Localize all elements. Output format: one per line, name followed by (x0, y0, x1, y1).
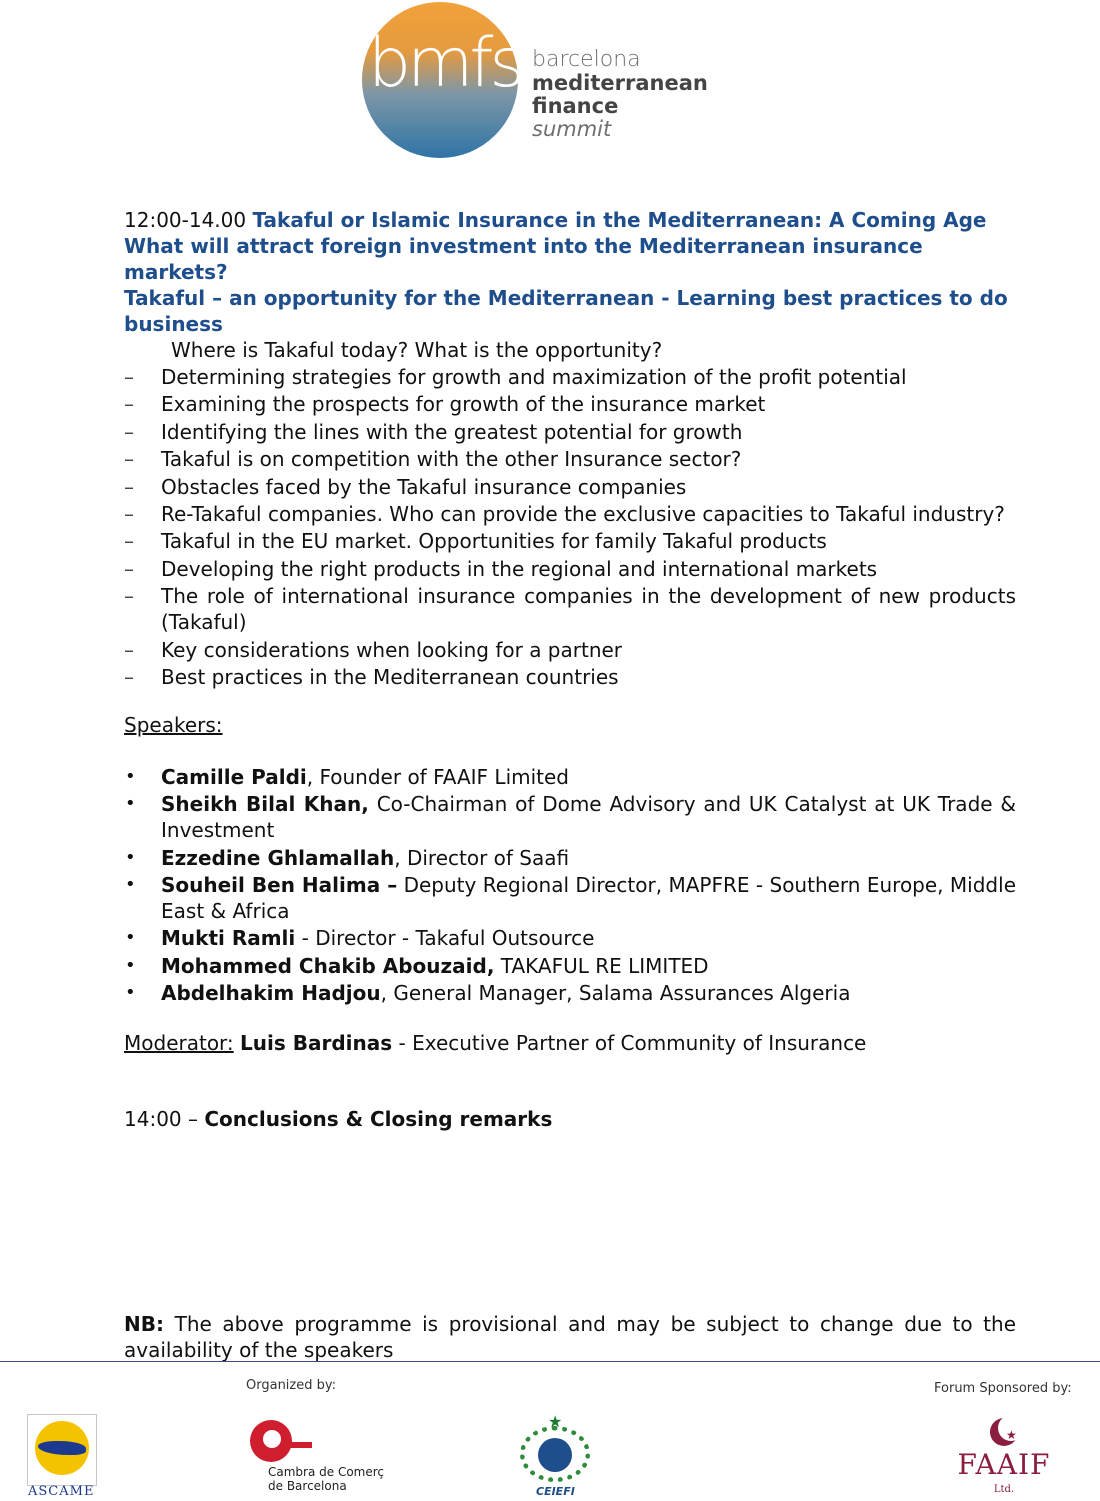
faaif-ltd: Ltd. (993, 1484, 1015, 1495)
topic-text: Re-Takaful companies. Who can provide the exclusive capacities to Takaful industry? (161, 501, 1005, 526)
moderator-label: Moderator: (124, 1031, 234, 1056)
dash-icon: – (124, 556, 134, 581)
moderator-role: - Executive Partner of Community of Insurance (392, 1031, 867, 1056)
session-subtitle: Takaful – an opportunity for the Mediterranean - Learning best practices to do business (124, 286, 1008, 336)
speaker-role: TAKAFUL RE LIMITED (494, 953, 709, 978)
bullet-icon: • (125, 982, 136, 1004)
list-item (124, 845, 1016, 871)
list-item (124, 583, 1016, 635)
list-item (124, 791, 1016, 843)
topic-text: Obstacles faced by the Takaful insurance companies (161, 474, 687, 499)
dash-icon: – (124, 529, 134, 554)
speaker-name: Mohammed Chakib Abouzaid, (161, 953, 495, 978)
nb-text: The above programme is provisional and may be subject to change due to the availability of the speakers (124, 1312, 1016, 1362)
cambra-line1: Cambra de Comerç (268, 1465, 385, 1479)
list-item (124, 953, 1016, 979)
topic-text: Developing the right products in the regional and international markets (161, 556, 878, 581)
topic-text: Key considerations when looking for a partner (161, 637, 623, 662)
cambra-wordmark (268, 1465, 384, 1493)
topic-text: Best practices in the Mediterranean countries (161, 664, 619, 689)
summit-logo (360, 0, 780, 158)
dash-icon: – (124, 584, 134, 609)
list-item (124, 637, 1016, 663)
bullet-icon: • (125, 846, 136, 868)
cambra-c-inner (263, 1430, 281, 1448)
logo-mark: bmfs (368, 24, 521, 103)
dash-icon: – (124, 501, 134, 526)
footer-divider (0, 1361, 1100, 1362)
dash-icon: – (124, 637, 134, 662)
speaker-role: , Founder of FAAIF Limited (306, 764, 570, 789)
list-item (124, 391, 1016, 417)
speaker-name: Mukti Ramli (161, 926, 296, 951)
bullet-icon: • (125, 954, 136, 976)
list-item (124, 419, 1016, 445)
bullet-icon: • (125, 765, 136, 787)
ceiefi-wordmark: CEIEFI (536, 1485, 575, 1498)
faaif-logo (946, 1412, 1066, 1498)
sponsored-by-label: Forum Sponsored by: (934, 1381, 1072, 1396)
speaker-role: Co-Chairman of Dome Advisory and UK Catalyst at UK Trade & Investment (161, 792, 1016, 843)
cambra-line2: de Barcelona (268, 1479, 347, 1493)
topic-text: Takaful in the EU market. Opportunities for family Takaful products (161, 529, 827, 554)
session-content (124, 207, 1016, 1132)
list-item (124, 446, 1016, 472)
topic-text: Examining the prospects for growth of the insurance market (161, 392, 766, 417)
star-icon: ★ (548, 1412, 563, 1431)
cambra-logo (246, 1418, 386, 1498)
speaker-role: , General Manager, Salama Assurances Algeria (380, 981, 851, 1006)
list-item (124, 528, 1016, 554)
emblem-icon (538, 1438, 572, 1472)
ascame-logo (27, 1414, 97, 1486)
topic-text: Identifying the lines with the greatest potential for growth (161, 419, 743, 444)
closing-line (124, 1106, 1016, 1132)
topic-text: Takaful is on competition with the other Insurance sector? (161, 447, 742, 472)
bullet-icon: • (125, 874, 136, 896)
list-item (124, 664, 1016, 690)
speaker-name: Abdelhakim Hadjou (161, 981, 381, 1006)
disclaimer-note (124, 1311, 1016, 1363)
speakers-label: Speakers: (124, 712, 223, 737)
list-item (124, 501, 1016, 527)
speaker-name: Ezzedine Ghlamallah (161, 845, 395, 870)
speaker-name: Sheikh Bilal Khan, (161, 792, 369, 817)
session-heading (124, 207, 1016, 233)
logo-wordmark (532, 48, 780, 141)
ceiefi-logo (516, 1412, 596, 1498)
logo-line-mediterranean-finance: mediterranean finance (532, 71, 708, 119)
dash-icon: – (124, 664, 134, 689)
list-item (124, 556, 1016, 582)
ascame-wordmark: ASCAME (28, 1484, 95, 1499)
session-question: What will attract foreign investment into the Mediterranean insurance markets? (124, 234, 923, 284)
list-item (124, 925, 1016, 951)
topic-list (124, 364, 1016, 690)
speaker-role: - Director - Takaful Outsource (295, 926, 595, 951)
list-item (124, 764, 1016, 790)
list-item (124, 980, 1016, 1006)
dash-icon: – (124, 447, 134, 472)
faaif-wordmark: FAAIF (957, 1448, 1051, 1481)
speaker-name: Camille Paldi (161, 764, 307, 789)
dash-icon: – (124, 474, 134, 499)
list-item (124, 364, 1016, 390)
moderator-line (124, 1030, 1016, 1056)
topic-text: The role of international insurance companies in the development of new products (Takaful) (161, 584, 1016, 635)
session-time: 12:00-14.00 (124, 208, 247, 232)
list-item (124, 474, 1016, 500)
cambra-flag-icon (288, 1442, 312, 1448)
closing-title: Conclusions & Closing remarks (204, 1107, 553, 1132)
dash-icon: – (124, 419, 134, 444)
dash-icon: – (124, 392, 134, 417)
session-intro: Where is Takaful today? What is the opportunity? (171, 338, 663, 362)
organized-by-label: Organized by: (246, 1378, 337, 1393)
logo-line-barcelona: barcelona (532, 47, 641, 72)
moderator-name: Luis Bardinas (240, 1031, 393, 1056)
topic-text: Determining strategies for growth and maximization of the profit potential (161, 365, 907, 389)
dash-icon: – (124, 365, 134, 389)
list-item (124, 872, 1016, 924)
nb-label: NB: (124, 1312, 164, 1336)
logo-line-summit: summit (532, 117, 612, 142)
speaker-role: , Director of Saafi (394, 845, 570, 870)
speaker-list (124, 764, 1016, 1006)
small-star-icon: ★ (1006, 1428, 1017, 1442)
session-title: Takaful or Islamic Insurance in the Mediterranean: A Coming Age (252, 208, 987, 232)
closing-time: 14:00 – (124, 1107, 198, 1132)
speaker-role: Deputy Regional Director, MAPFRE - Southern Europe, Middle East & Africa (161, 873, 1016, 924)
bullet-icon: • (125, 793, 136, 815)
speaker-name: Souheil Ben Halima – (161, 873, 398, 898)
bullet-icon: • (125, 927, 136, 949)
